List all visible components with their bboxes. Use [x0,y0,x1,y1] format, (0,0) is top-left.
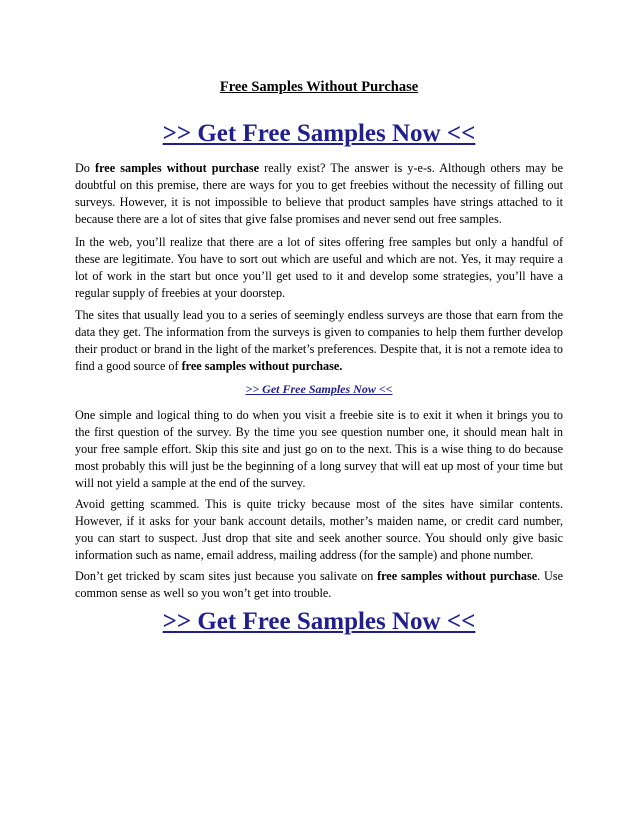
get-free-samples-link-middle[interactable]: >> Get Free Samples Now << [245,382,393,396]
paragraph-web-sites: In the web, you’ll realize that there are a lot of sites offering free samples but only a handful of these are legitimate. You have to sort out which are useful and which are not. Yes, it may require a lot of work in the start but once you’ll get used to it and develop some strategies, you’ll have a regular supply of freebies at your doorstep. [75,235,563,300]
paragraph-common-sense-text-c: . Use common sense as well so you won’t get into trouble. [75,569,563,600]
paragraph-surveys-keyword: free samples without purchase. [181,359,343,373]
paragraph-common-sense [75,568,563,602]
paragraph-intro-keyword: free samples without purchase [95,161,259,175]
get-free-samples-link-bottom[interactable]: >> Get Free Samples Now << [162,608,476,635]
document-title: Free Samples Without Purchase [219,79,419,95]
paragraph-surveys [75,307,563,375]
paragraph-avoid-scams: Avoid getting scammed. This is quite tricky because most of the sites have similar contents. However, if it asks for your bank account details, mother’s maiden name, or credit card number, you can start to suspect. Just drop that site and seek another source. You should only give basic information such as name, email address, mailing address (for the sample) and phone number. [75,497,563,562]
paragraph-common-sense-text-a: Don’t get tricked by scam sites just because you salivate on [75,569,378,583]
paragraph-surveys-text-a: The sites that usually lead you to a series of seemingly endless surveys are those that earn from the data they get. The information from the surveys is given to companies to help them further develop their product or brand in the light of the market’s preferences. Despite that, it is not a remote idea to find a good source of [75,308,563,373]
paragraph-intro-text-c: really exist? The answer is y-e-s. Although others may be doubtful on this premise, there are ways for you to get freebies without the necessity of filling out surveys. However, it is not impossible to believe that product samples have strings attached to it because there are a lot of sites that give false promises and never send out free samples. [75,161,563,226]
paragraph-intro-text-a: Do [75,161,96,175]
paragraph-intro [75,160,563,228]
paragraph-common-sense-keyword: free samples without purchase [377,569,538,583]
paragraph-exit-survey: One simple and logical thing to do when you visit a freebie site is to exit it when it brings you to the first question of the survey. By the time you see question number one, it should mean halt in your free sample effort. Skip this site and just go on to the next. This is a wise thing to do because most probably this will just be the beginning of a long survey that will eat up most of your time but will not yield a sample at the end of the survey. [75,408,563,490]
get-free-samples-link-top[interactable]: >> Get Free Samples Now << [162,120,476,147]
